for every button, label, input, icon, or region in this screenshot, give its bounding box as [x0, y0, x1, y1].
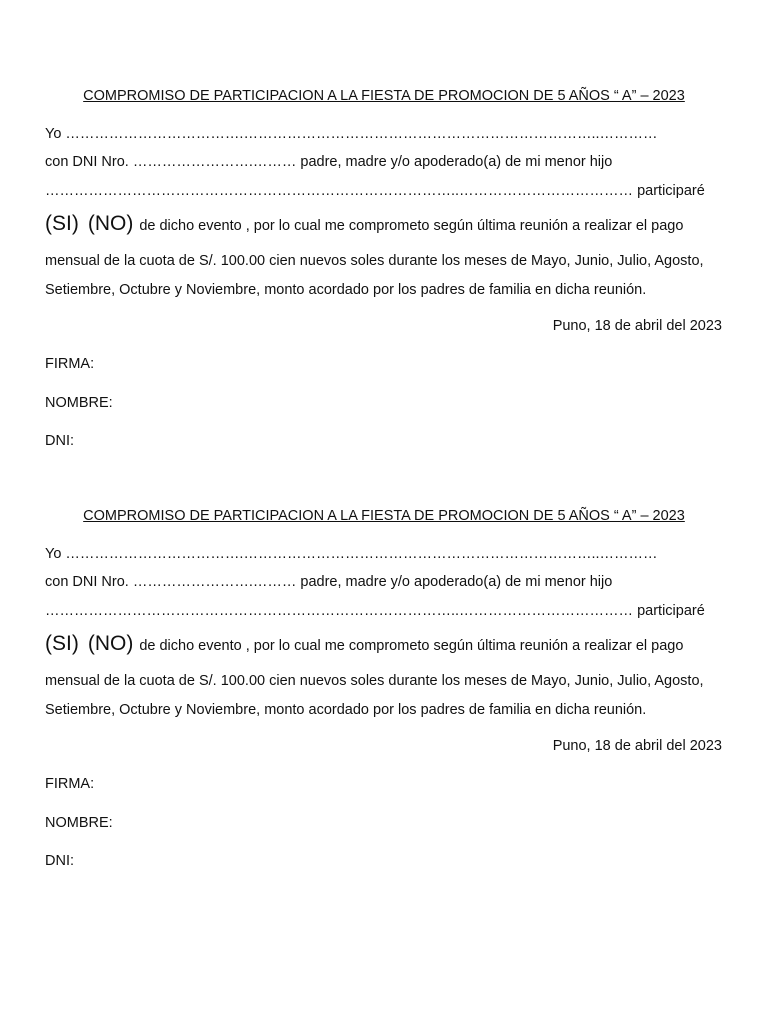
name-label: NOMBRE:	[45, 395, 113, 411]
signature-label: FIRMA:	[45, 356, 95, 372]
dni-label: DNI:	[45, 433, 74, 449]
name-label: NOMBRE:	[45, 815, 113, 831]
name-line: Yo ……………………………….………………………………………………………………..…………	[45, 126, 658, 142]
no-option: (NO)	[87, 212, 134, 235]
payment-line: mensual de la cuota de S/. 100.00 cien nuevos soles durante los meses de Mayo, Junio, Julio, Agosto,	[45, 673, 704, 689]
form-title: COMPROMISO DE PARTICIPACION A LA FIESTA DE PROMOCION DE 5 AÑOS “ A” – 2023	[83, 88, 685, 104]
dni-line: con DNI Nro. …………………….……… padre, madre y/o apoderado(a) de mi menor hijo	[45, 154, 613, 170]
place-date: Puno, 18 de abril del 2023	[552, 318, 722, 334]
commitment-form-2	[0, 508, 768, 928]
participation-line	[45, 632, 683, 656]
dni-line: con DNI Nro. …………………….……… padre, madre y/o apoderado(a) de mi menor hijo	[45, 574, 613, 590]
si-option: (SI)	[45, 212, 79, 235]
participation-text: de dicho evento , por lo cual me comprometo según última reunión a realizar el pago	[139, 638, 684, 654]
name-line: Yo ……………………………….………………………………………………………………..…………	[45, 546, 658, 562]
commitment-form-1	[0, 88, 768, 508]
place-date: Puno, 18 de abril del 2023	[552, 738, 722, 754]
child-name-line: …………………………………………………………………………..……………………………… participaré	[45, 183, 705, 199]
dni-label: DNI:	[45, 853, 74, 869]
months-line: Setiembre, Octubre y Noviembre, monto acordado por los padres de familia en dicha reunión.	[45, 702, 647, 718]
form-title: COMPROMISO DE PARTICIPACION A LA FIESTA DE PROMOCION DE 5 AÑOS “ A” – 2023	[83, 508, 685, 524]
participation-text: de dicho evento , por lo cual me comprometo según última reunión a realizar el pago	[139, 218, 684, 234]
payment-line: mensual de la cuota de S/. 100.00 cien nuevos soles durante los meses de Mayo, Junio, Julio, Agosto,	[45, 253, 704, 269]
months-line: Setiembre, Octubre y Noviembre, monto acordado por los padres de familia en dicha reunión.	[45, 282, 647, 298]
no-option: (NO)	[87, 632, 134, 655]
si-option: (SI)	[45, 632, 79, 655]
signature-label: FIRMA:	[45, 776, 95, 792]
child-name-line: …………………………………………………………………………..……………………………… participaré	[45, 603, 705, 619]
participation-line	[45, 212, 683, 236]
